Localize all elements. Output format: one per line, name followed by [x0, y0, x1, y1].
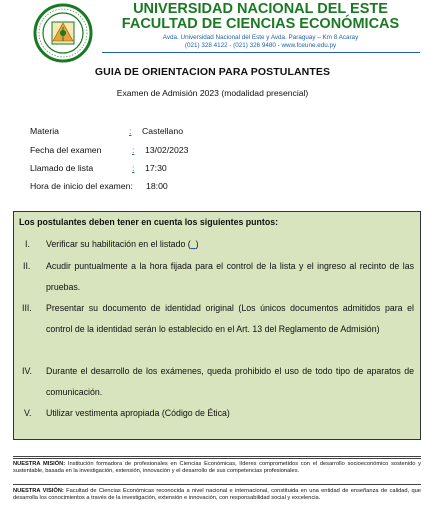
footer-divider [13, 484, 421, 485]
info-row-roll-call [30, 162, 410, 174]
vision-text: Facultad de Ciencias Económicas reconocida a nivel nacional e internacional, constituida en una entidad de enseñanza de calidad, que desarrolla los conocimientos a través de la investigación, extensión e innovación, con responsabilidad social y excelencia. [13, 488, 421, 502]
guideline-item [46, 234, 414, 255]
address-line: Avda. Universidad Nacional del Este y Avda. Paraguay – Km 8 Acaray [162, 34, 359, 41]
info-value: 18:00 [146, 181, 168, 191]
vision-statement [13, 488, 421, 503]
mission-label: NUESTRA MISIÓN: [13, 461, 66, 467]
guideline-item: Durante el desarrollo de los exámenes, queda prohibido el uso de todo tipo de aparatos de comunicación. [46, 366, 414, 397]
faculty-name: FACULTAD DE CIENCIAS ECONÓMICAS [121, 16, 400, 32]
info-label: Fecha del examen [30, 145, 102, 155]
guidelines-heading: Los postulantes deben tener en cuenta los siguientes puntos: [19, 217, 279, 227]
item-number: V. [24, 408, 32, 418]
item-number: III. [22, 303, 32, 313]
info-row-date [30, 144, 410, 156]
footer-divider [13, 458, 421, 459]
item-number: IV. [22, 366, 32, 376]
info-separator: : [132, 145, 135, 155]
item-number: II. [23, 261, 31, 271]
guideline-item: Acudir puntualmente a la hora fijada para el control de la lista y el ingreso al recinto de las pruebas. [46, 261, 414, 292]
contact-line: (021) 328 4122 - (021) 326 9480 - www.fceune.edu.py [184, 42, 337, 49]
document-title: GUIA DE ORIENTACION PARA POSTULANTES [94, 66, 331, 78]
info-value: 13/02/2023 [145, 145, 189, 155]
university-logo [33, 3, 93, 63]
mission-text: Institución formadora de profesionales en Ciencias Económicas, líderes comprometidos con el desarrollo socioeconómico sostenido y sustentable, basada en la investigación, extensión, innovación y el desarrollo de sus competencias profesionales. [13, 461, 421, 475]
info-label: Materia [30, 126, 59, 136]
info-separator: : [129, 126, 132, 136]
guideline-item: Utilizar vestimenta apropiada (Código de Ética) [46, 408, 230, 418]
document-subtitle: Examen de Admisión 2023 (modalidad presencial) [116, 88, 309, 98]
vision-label: NUESTRA VISIÓN: [13, 488, 64, 494]
guideline-item: Presentar su documento de identidad original (Los únicos documentos admitidos para el control de la identidad serán lo establecido en el Art. 13 del Reglamento de Admisión) [46, 303, 414, 334]
item-number: I. [25, 239, 30, 249]
info-separator: : [132, 163, 135, 173]
guideline-text-end: ) [195, 239, 199, 249]
info-value: 17:30 [145, 163, 167, 173]
list-link[interactable]: _ [190, 239, 196, 249]
info-row-subject [30, 125, 410, 137]
info-row-start-time [30, 180, 410, 192]
footer-divider [13, 456, 421, 457]
university-name: UNIVERSIDAD NACIONAL DEL ESTE [133, 1, 388, 17]
info-label: Hora de inicio del examen: [30, 181, 133, 191]
guidelines-box [13, 211, 421, 440]
info-value: Castellano [142, 126, 184, 136]
guideline-text: Verificar su habilitación en el listado ( [46, 239, 191, 249]
mission-statement [13, 461, 421, 476]
info-label: Llamado de lista [30, 163, 94, 173]
header-divider [102, 52, 420, 53]
